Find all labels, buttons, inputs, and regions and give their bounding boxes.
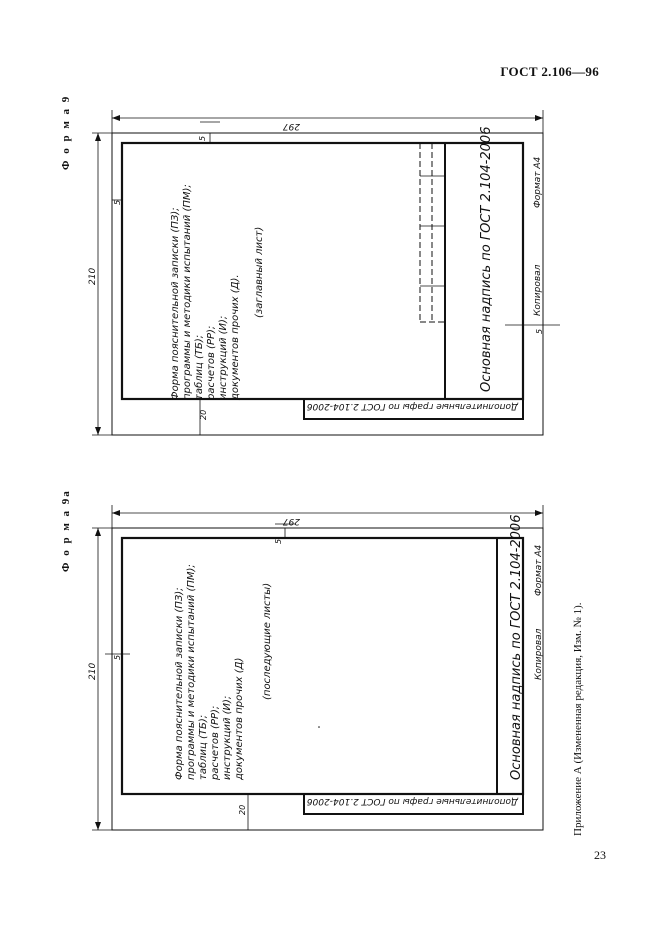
form-9a-line-5: инструкций (И); [222, 695, 233, 780]
form-9a-dim-height: 210 [88, 662, 98, 680]
form-9a-sheet-note: (последующие листы) [262, 582, 273, 700]
form-9-line-6: документов прочих (Д). [230, 274, 241, 400]
form-9-dim-width: 297 [282, 121, 300, 131]
form-9-copied: Копировал [533, 264, 543, 316]
form-9-dim-top: 5 [198, 135, 207, 141]
form-9-line-2: программы и методики испытаний (ПМ); [182, 184, 193, 400]
form-9-line-5: инструкций (И); [218, 315, 229, 400]
form-9a-label: Ф о р м а 9а [60, 489, 72, 572]
form-9-sheet-note: (заглавный лист) [254, 226, 265, 318]
form-9-dim-height: 210 [88, 267, 98, 285]
form-9a-dim-top: 5 [274, 538, 283, 544]
form-9-extra-columns: Дополнительные графы по ГОСТ 2.104-2006 [306, 401, 518, 411]
form-9-label: Ф о р м а 9 [60, 94, 72, 170]
form-9-line-1: Форма пояснительной записки (ПЗ); [170, 207, 181, 400]
document-code: ГОСТ 2.106—96 [500, 64, 599, 79]
form-9a-line-3: таблиц (ТБ); [198, 714, 209, 780]
appendix-note: Приложение А (Измененная редакция, Изм. № 1). [572, 602, 584, 836]
form-9a-line-1: Форма пояснительной записки (ПЗ); [174, 587, 185, 780]
form-9a-extra-columns: Дополнительные графы по ГОСТ 2.104-2006 [306, 796, 518, 806]
page-number: 23 [594, 848, 606, 862]
form-9-stamp: Основная надпись по ГОСТ 2.104-2006 [479, 126, 494, 392]
form-9a-line-2: программы и методики испытаний (ПМ); [186, 564, 197, 780]
form-9-dim-left: 5 [113, 199, 122, 205]
form-9a-dim-left: 5 [113, 654, 122, 660]
form-9a-format: Формат А4 [534, 544, 544, 596]
form-9-line-4: расчетов (РР); [206, 325, 217, 400]
form-9a-dim-width: 297 [282, 516, 300, 526]
form-9a-copied: Копировал [534, 628, 544, 680]
form-9a-line-6: документов прочих (Д) [234, 657, 245, 780]
form-9-dim-right: 5 [535, 328, 544, 334]
form-9a-dim-strip: 20 [238, 804, 247, 815]
form-9a-stamp: Основная надпись по ГОСТ 2.104-2006 [509, 514, 524, 780]
form-9-line-3: таблиц (ТБ); [194, 334, 205, 400]
form-9-format: Формат А4 [533, 156, 543, 208]
form-9-dim-strip: 20 [199, 409, 208, 420]
form-9a-line-4: расчетов (РР); [210, 705, 221, 780]
